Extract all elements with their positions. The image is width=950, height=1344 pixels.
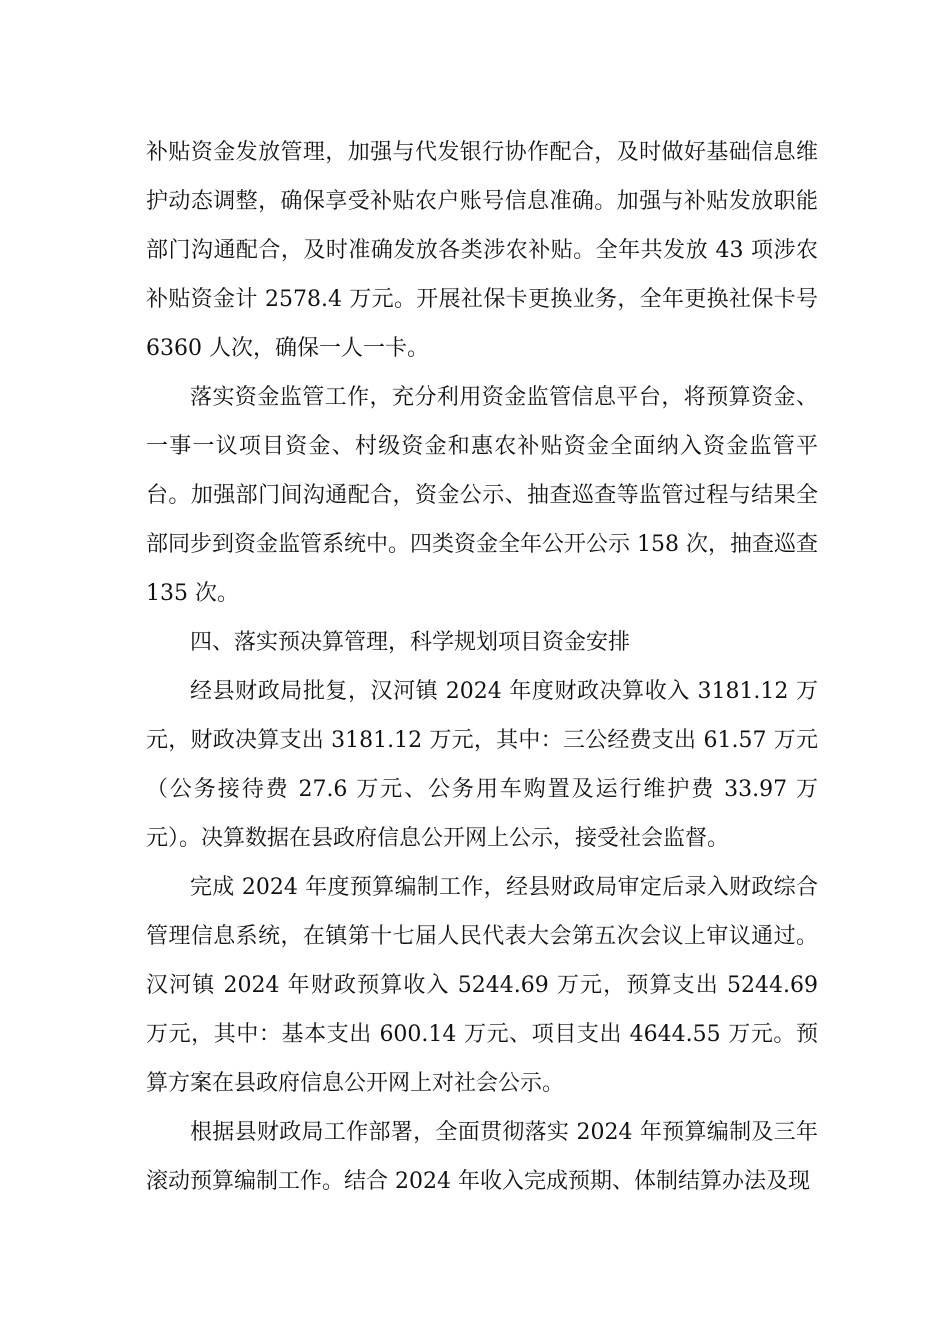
paragraph-budget-preparation: 完成 2024 年度预算编制工作，经县财政局审定后录入财政综合管理信息系统，在镇第十七届人民代表大会第五次会议上审议通过。汉河镇 2024 年财政预算收入 5244.69 万元，预算支出 5244.69 万元，其中：基本支出 600.14 万元、项目支出 4644.55 万元。预算方案在县政府信息公开网上对社会公示。 [146,875,818,1096]
paragraph-fund-supervision: 落实资金监管工作，充分利用资金监管信息平台，将预算资金、一事一议项目资金、村级资金和惠农补贴资金全面纳入资金监管平台。加强部门间沟通配合，资金公示、抽查巡查等监管过程与结果全部同步到资金监管系统中。四类资金全年公开公示 158 次，抽查巡查 135 次。 [146,385,818,606]
document-body [146,128,818,1206]
paragraph-rolling-budget: 根据县财政局工作部署，全面贯彻落实 2024 年预算编制及三年滚动预算编制工作。结合 2024 年收入完成预期、体制结算办法及现 [146,1120,818,1194]
section-heading-budget-management: 四、落实预决算管理，科学规划项目资金安排 [190,630,631,655]
paragraph-final-accounts: 经县财政局批复，汉河镇 2024 年度财政决算收入 3181.12 万元，财政决算支出 3181.12 万元，其中：三公经费支出 61.57 万元（公务接待费 27.6 万元、公务用车购置及运行维护费 33.97 万元）。决算数据在县政府信息公开网上公示，接受社会监督。 [146,679,818,851]
paragraph-subsidy-disbursement: 补贴资金发放管理，加强与代发银行协作配合，及时做好基础信息维护动态调整，确保享受补贴农户账号信息准确。加强与补贴发放职能部门沟通配合，及时准确发放各类涉农补贴。全年共发放 43 项涉农补贴资金计 2578.4 万元。开展社保卡更换业务，全年更换社保卡号 6360 人次，确保一人一卡。 [146,140,818,361]
